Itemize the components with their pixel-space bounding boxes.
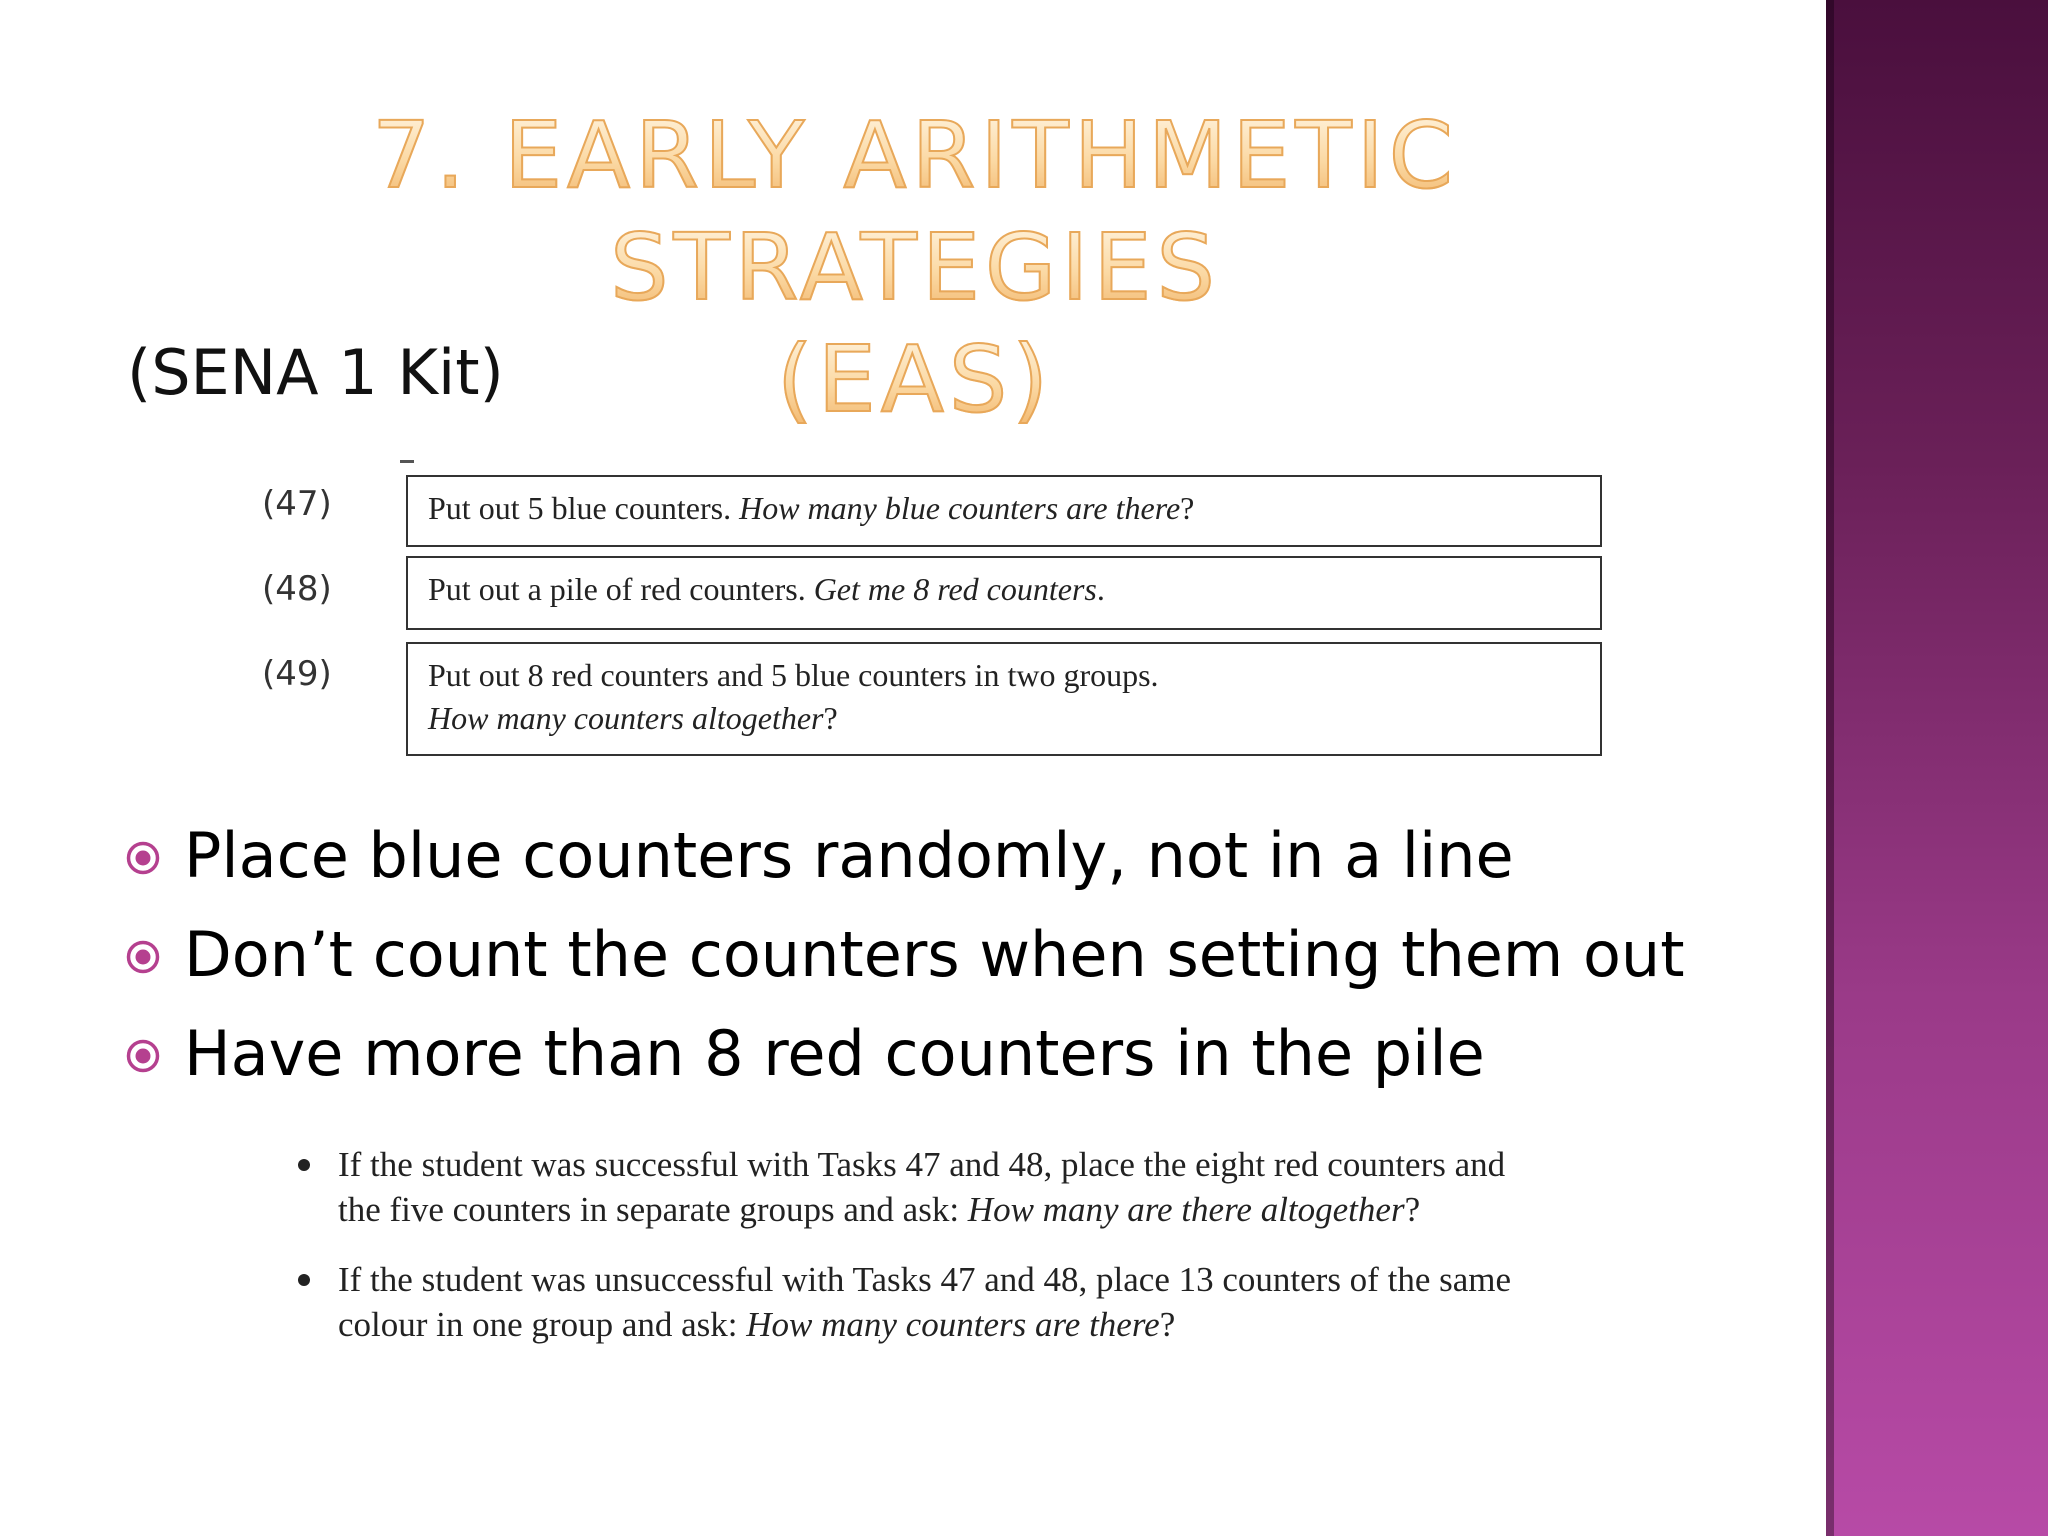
follow-up-notes-list bbox=[296, 1142, 1536, 1372]
circle-bullet-icon bbox=[126, 940, 160, 974]
key-point-text: Don’t count the counters when setting them out bbox=[184, 918, 1685, 991]
task-instruction: Put out 8 red counters and 5 blue counters in two groups. bbox=[428, 657, 1159, 693]
note-item bbox=[296, 1257, 1536, 1347]
task-number-47: (47) bbox=[262, 484, 332, 524]
key-point-item bbox=[124, 1004, 1685, 1103]
note-question-end: ? bbox=[1159, 1305, 1176, 1344]
note-text: If the student was successful with Tasks 47 and 48, place the eight red counters and the five counters in separate groups and ask: bbox=[338, 1145, 1506, 1229]
stray-dash-mark bbox=[400, 460, 414, 463]
slide-subtitle: (SENA 1 Kit) bbox=[127, 336, 504, 409]
decorative-side-band bbox=[1826, 0, 2048, 1536]
task-instruction: Put out a pile of red counters. bbox=[428, 571, 814, 607]
note-bullet-dot bbox=[298, 1159, 310, 1171]
side-band-edge bbox=[1826, 0, 1834, 1536]
task-box-49 bbox=[406, 642, 1602, 756]
task-question: How many counters altogether bbox=[428, 700, 824, 736]
note-question: How many are there altogether bbox=[967, 1190, 1405, 1229]
task-instruction: Put out 5 blue counters. bbox=[428, 490, 740, 526]
title-line-2: (EAS) bbox=[776, 326, 1054, 433]
task-question: How many blue counters are there bbox=[739, 490, 1181, 526]
task-number-48: (48) bbox=[262, 569, 332, 609]
key-point-text: Have more than 8 red counters in the pile bbox=[184, 1017, 1485, 1090]
note-item bbox=[296, 1142, 1536, 1232]
key-points-list bbox=[124, 806, 1685, 1103]
task-question: Get me 8 red counters bbox=[813, 571, 1097, 607]
title-line-1: 7. EARLY ARITHMETIC STRATEGIES bbox=[372, 102, 1458, 321]
task-box-47 bbox=[406, 475, 1602, 547]
circle-bullet-icon bbox=[126, 841, 160, 875]
note-question: How many counters are there bbox=[746, 1305, 1160, 1344]
key-point-item bbox=[124, 905, 1685, 1004]
key-point-item bbox=[124, 806, 1685, 905]
note-text: If the student was unsuccessful with Tasks 47 and 48, place 13 counters of the same colour in one group and ask: bbox=[338, 1260, 1512, 1344]
task-question-end: ? bbox=[823, 700, 838, 736]
task-question-end: ? bbox=[1180, 490, 1195, 526]
note-question-end: ? bbox=[1404, 1190, 1421, 1229]
circle-bullet-icon bbox=[126, 1039, 160, 1073]
note-bullet-dot bbox=[298, 1274, 310, 1286]
key-point-text: Place blue counters randomly, not in a line bbox=[184, 819, 1514, 892]
task-number-49: (49) bbox=[262, 654, 332, 694]
task-question-end: . bbox=[1096, 571, 1105, 607]
task-box-48 bbox=[406, 556, 1602, 630]
